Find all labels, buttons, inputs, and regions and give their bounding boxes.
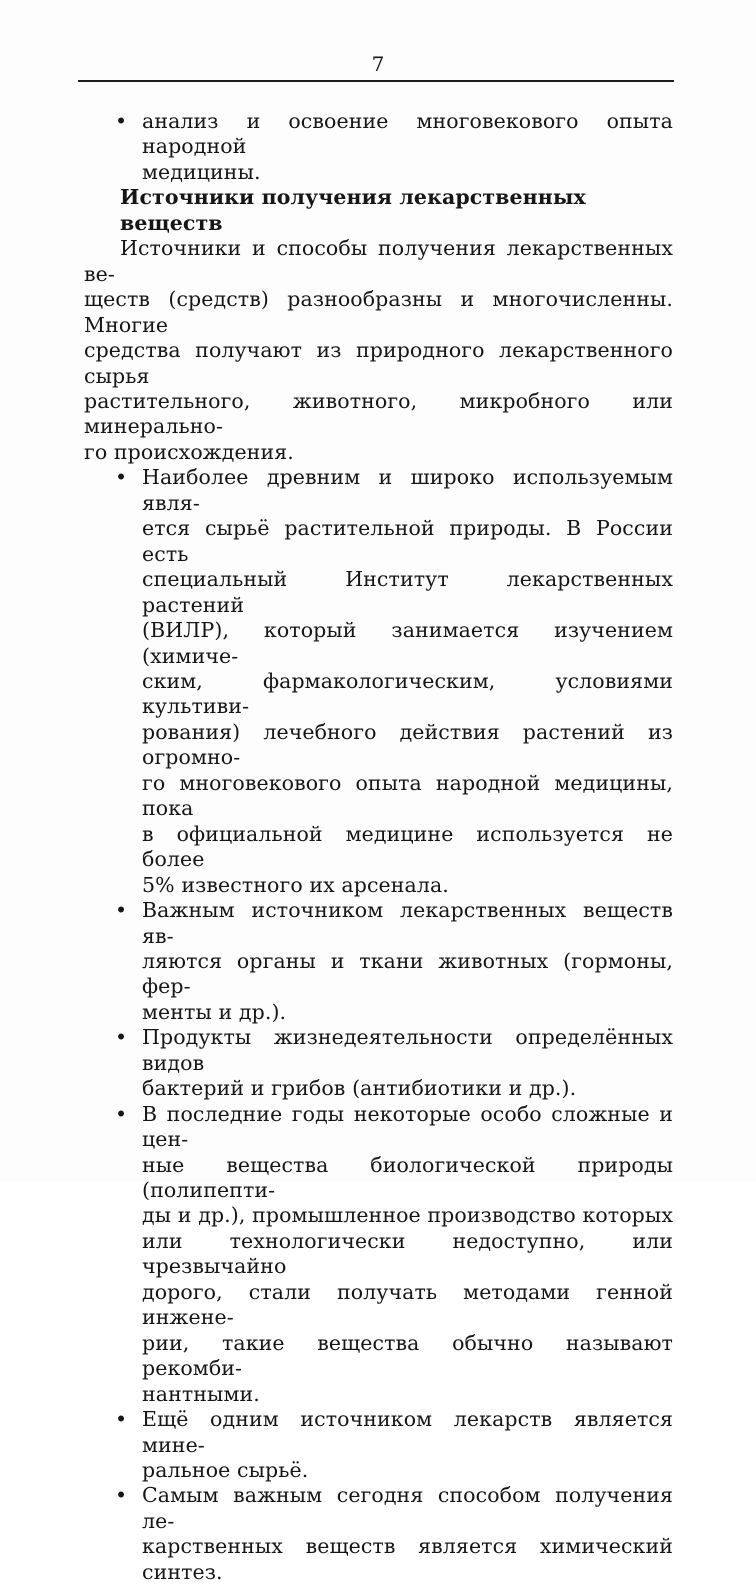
text-line: или технологически недоступно, или чрезвычайно: [142, 1228, 673, 1279]
page-content: [84, 109, 673, 1585]
text-line: Наиболее древним и широко используемым явля-: [142, 465, 673, 515]
text-line: В последние годы некоторые особо сложные и цен-: [142, 1101, 673, 1152]
text-line: ществ (средств) разнообразны и многочисленны. Многие: [84, 287, 673, 337]
text-line: ные вещества биологической природы (полипепти-: [142, 1152, 673, 1203]
block-paragraph: [84, 236, 673, 465]
text-line: ским, фармакологическим, условиями культиви-: [142, 668, 673, 719]
block-bullet: [84, 1483, 673, 1585]
page-number: 7: [371, 52, 385, 76]
text-line: 5% известного их арсенала.: [142, 872, 449, 897]
text-line: дорого, стали получать методами генной инжене-: [142, 1279, 673, 1330]
text-line: Источники получения лекарственных веществ: [120, 185, 586, 235]
text-line: медицины.: [142, 159, 261, 184]
text-line: специальный Институт лекарственных растений: [142, 567, 673, 617]
text-line: ральное сырьё.: [142, 1458, 309, 1483]
bullet-icon: •: [115, 1483, 128, 1508]
text-line: анализ и освоение многовекового опыта народной: [142, 109, 673, 159]
block-bullet: [84, 898, 673, 1025]
text-line: бактерий и грибов (антибиотики и др.).: [142, 1076, 577, 1101]
text-line: менты и др.).: [142, 999, 287, 1024]
text-line: Источники и способы получения лекарственных ве-: [84, 236, 673, 286]
text-line: растительного, животного, микробного или минерально-: [84, 388, 673, 439]
bullet-icon: •: [115, 1407, 128, 1432]
text-line: Самым важным сегодня способом получения ле-: [142, 1483, 673, 1533]
text-line: Важным источником лекарственных веществ яв-: [142, 898, 673, 948]
block-bullet: [84, 1025, 673, 1101]
header-rule: [78, 80, 674, 82]
bullet-icon: •: [115, 1025, 128, 1050]
text-line: ется сырьё растительной природы. В России есть: [142, 516, 673, 566]
block-bullet: [84, 109, 673, 185]
text-line: Ещё одним источником лекарств является мине-: [142, 1407, 673, 1457]
bullet-icon: •: [115, 465, 128, 490]
bullet-icon: •: [115, 898, 128, 923]
text-line: в официальной медицине используется не более: [142, 821, 673, 872]
bullet-icon: •: [115, 109, 128, 133]
block-heading: [84, 185, 673, 236]
text-line: нантными.: [142, 1381, 260, 1406]
text-line: рии, такие вещества обычно называют рекомби-: [142, 1330, 673, 1381]
bullet-icon: •: [115, 1101, 128, 1126]
text-line: рования) лечебного действия растений из огромно-: [142, 719, 673, 770]
text-line: средства получают из природного лекарственного сырья: [84, 338, 673, 388]
text-line: го происхождения.: [84, 439, 294, 464]
text-line: ды и др.), промышленное производство которых: [142, 1203, 673, 1228]
text-line: го многовекового опыта народной медицины, пока: [142, 770, 673, 821]
block-bullet: [84, 1407, 673, 1483]
text-line: (ВИЛР), который занимается изучением (химиче-: [142, 618, 673, 668]
text-line: ляются органы и ткани животных (гормоны, фер-: [142, 948, 673, 999]
block-bullet: [84, 1102, 673, 1407]
block-bullet: [84, 465, 673, 898]
text-line: Продукты жизнедеятельности определённых видов: [142, 1025, 673, 1075]
text-line: карственных веществ является химический синтез.: [142, 1534, 673, 1584]
